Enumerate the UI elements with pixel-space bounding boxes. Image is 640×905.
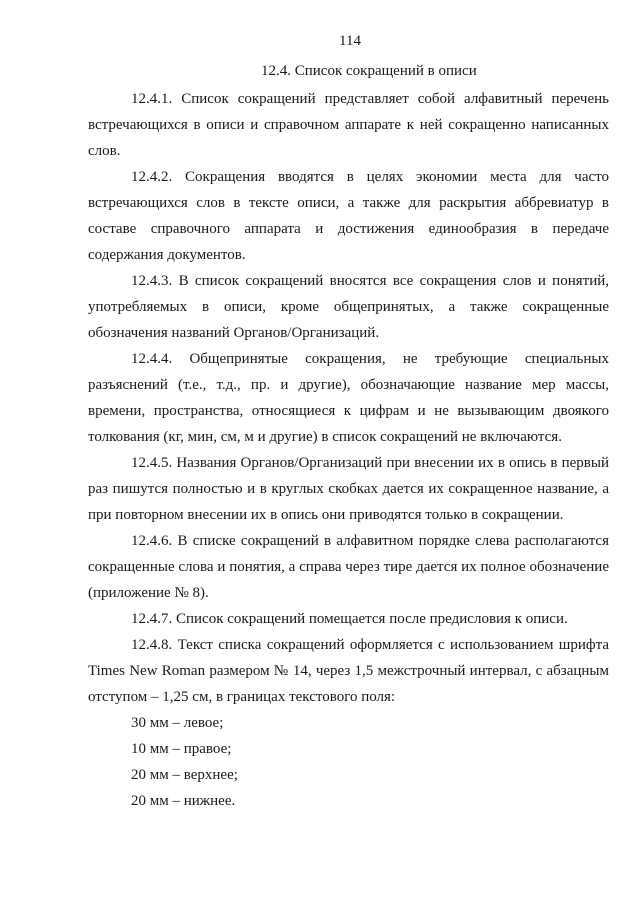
- paragraph-12-4-4: 12.4.4. Общепринятые сокращения, не требующие специальных разъяснений (т.е., т.д., пр. и другие), обозначающие название мер массы, времени, пространства, относящиеся к цифрам и не вызывающим двоякого толкования (кг, мин, см, м и другие) в список сокращений не включаются.: [88, 351, 609, 445]
- paragraph-12-4-6: 12.4.6. В списке сокращений в алфавитном порядке слева располагаются сокращенные слова и понятия, а справа через тире дается их полное обозначение (приложение № 8).: [88, 533, 609, 601]
- section-title: 12.4. Список сокращений в описи: [261, 63, 477, 79]
- paragraph-12-4-8: 12.4.8. Текст списка сокращений оформляется с использованием шрифта Times New Roman размером № 14, через 1,5 межстрочный интервал, с абзацным отступом – 1,25 см, в границах текстового поля:: [88, 637, 609, 705]
- page-number: 114: [339, 33, 361, 49]
- list-item-right-margin: 10 мм – правое;: [131, 741, 232, 757]
- paragraph-12-4-1: 12.4.1. Список сокращений представляет собой алфавитный перечень встречающихся в описи и справочном аппарате к ней сокращенно написанных слов.: [88, 91, 609, 159]
- list-item-left-margin: 30 мм – левое;: [131, 715, 224, 731]
- list-item-bottom-margin: 20 мм – нижнее.: [131, 793, 236, 809]
- section-body: [88, 86, 609, 814]
- paragraph-12-4-5: 12.4.5. Названия Органов/Организаций при внесении их в опись в первый раз пишутся полностью и в круглых скобках дается их сокращенное название, а при повторном внесении их в опись они приводятся только в сокращении.: [88, 455, 609, 523]
- paragraph-12-4-7: 12.4.7. Список сокращений помещается после предисловия к описи.: [131, 611, 568, 627]
- paragraph-12-4-2: 12.4.2. Сокращения вводятся в целях экономии места для часто встречающихся слов в тексте описи, а также для раскрытия аббревиатур в составе справочного аппарата и достижения единообразия в передаче содержания документов.: [88, 169, 609, 263]
- paragraph-12-4-3: 12.4.3. В список сокращений вносятся все сокращения слов и понятий, употребляемых в описи, кроме общепринятых, а также сокращенные обозначения названий Органов/Организаций.: [88, 273, 609, 341]
- list-item-top-margin: 20 мм – верхнее;: [131, 767, 238, 783]
- margins-list: [88, 710, 609, 814]
